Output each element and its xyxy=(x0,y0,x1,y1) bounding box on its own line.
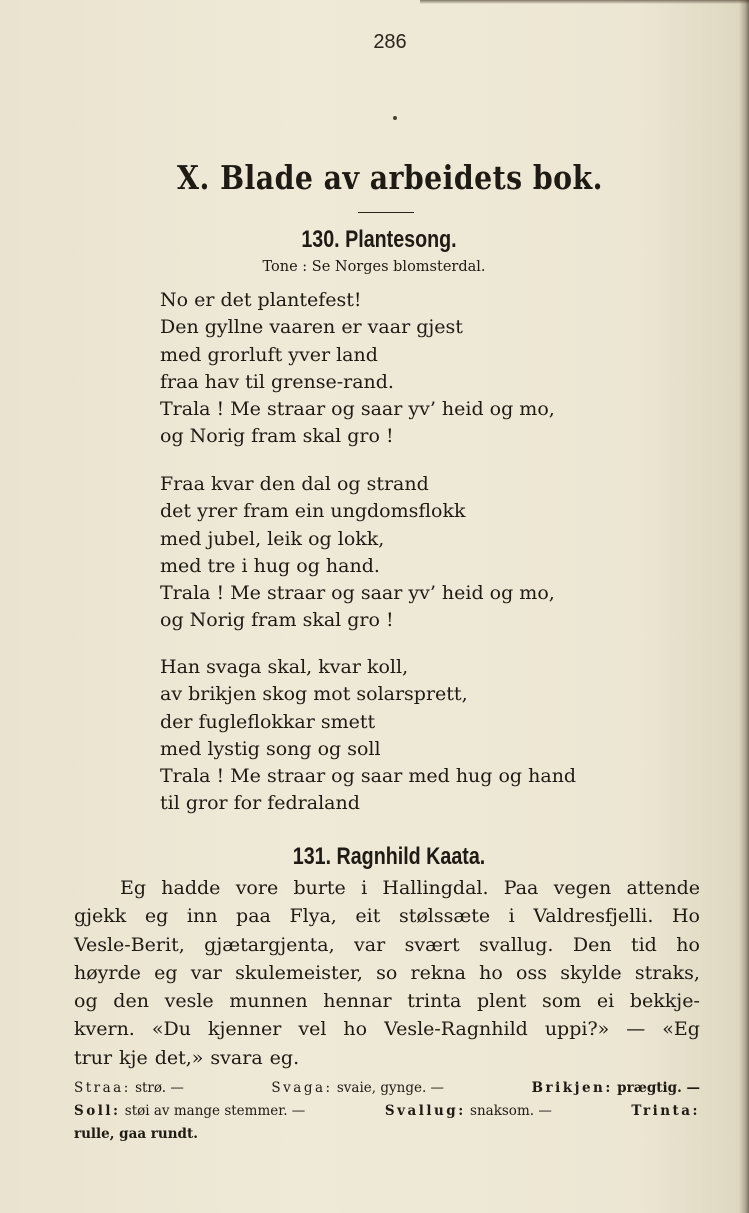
prose-line xyxy=(74,987,700,1015)
prose-word: burte xyxy=(293,877,346,899)
prose-word: kje xyxy=(119,1046,148,1069)
prose-word: vel xyxy=(298,1018,327,1041)
section-title: X. Blade av arbeidets bok. xyxy=(177,158,603,197)
verse-line: av brikjen skog mot solarsprett, xyxy=(160,683,468,706)
page-top-shadow xyxy=(420,0,749,4)
prose-word: Valdresfjelli. xyxy=(533,905,654,928)
gloss-entry xyxy=(532,1077,700,1100)
footnote-line xyxy=(74,1077,700,1100)
prose-word: paa xyxy=(236,905,271,928)
prose-word: som xyxy=(541,990,582,1013)
prose-line xyxy=(74,902,700,930)
verse-line: Trala ! Me straar og saar med hug og hand xyxy=(160,765,577,788)
prose-line xyxy=(74,874,700,902)
prose-word: Paa xyxy=(503,877,539,899)
verse-line: Trala ! Me straar og saar yv’ heid og mo, xyxy=(160,398,555,421)
gloss-meaning: strø. — xyxy=(135,1080,184,1096)
page-number: 286 xyxy=(373,31,407,53)
prose-word: straks, xyxy=(634,961,700,984)
verse-line: til gror for fedraland xyxy=(160,792,360,815)
prose-word: — xyxy=(626,1018,646,1041)
prose-word: gjætargjenta, xyxy=(204,933,335,956)
poem-title: 130. Plantesong. xyxy=(301,226,457,253)
prose-line xyxy=(74,1044,700,1072)
gloss-entry xyxy=(631,1100,700,1123)
prose-word: vore xyxy=(235,877,279,899)
prose-word: rekna xyxy=(410,961,466,984)
prose-word: skulemeister, xyxy=(235,961,363,984)
prose-line xyxy=(74,959,700,987)
prose-word: Vesle-Ragnhild xyxy=(384,1018,528,1041)
verse-line: med lystig song og soll xyxy=(160,737,381,760)
prose-word: var xyxy=(354,933,386,956)
prose-word: eg xyxy=(154,961,178,984)
page-edge-shadow xyxy=(739,0,749,1213)
prose-line xyxy=(74,1015,700,1043)
story-title: 131. Ragnhild Kaata. xyxy=(292,843,486,870)
prose-word: hadde xyxy=(161,877,221,899)
verse-line: Han svaga skal, kvar koll, xyxy=(160,656,409,678)
prose-word: kjenner xyxy=(207,1018,282,1041)
prose-word: Flya, xyxy=(289,905,337,928)
story-text xyxy=(74,874,700,1072)
gloss-word: Trinta: xyxy=(631,1103,700,1119)
prose-word: so xyxy=(376,961,398,984)
footnote-line: rulle, gaa rundt. xyxy=(74,1126,198,1142)
prose-word: ho xyxy=(343,1018,368,1041)
prose-word: Den xyxy=(572,933,612,956)
prose-word: eg xyxy=(144,905,169,928)
prose-line xyxy=(74,931,700,959)
gloss-word: Soll: xyxy=(74,1103,121,1119)
prose-word: tid xyxy=(630,933,657,956)
ink-speck xyxy=(393,116,397,120)
gloss-meaning: snaksom. — xyxy=(470,1103,552,1119)
prose-word: skylde xyxy=(560,961,622,984)
gloss-meaning: støi av mange stemmer. — xyxy=(124,1103,306,1119)
gloss-word: Svallug: xyxy=(384,1103,466,1119)
prose-word: høyrde xyxy=(74,961,141,984)
prose-word: og xyxy=(74,990,98,1013)
prose-word: eit xyxy=(355,905,381,928)
prose-word: hennar xyxy=(323,990,392,1013)
gloss-word: Brikjen: xyxy=(531,1080,613,1096)
prose-word: eg. xyxy=(269,1046,300,1069)
prose-word: i xyxy=(361,877,368,899)
prose-word: ho xyxy=(479,961,503,984)
prose-word: var xyxy=(190,961,222,984)
verse-line: fraa hav til grense-rand. xyxy=(160,370,394,393)
prose-word: det,» xyxy=(154,1046,204,1069)
prose-word: «Du xyxy=(151,1018,191,1041)
footnotes xyxy=(74,1077,700,1146)
verse-line: og Norig fram skal gro ! xyxy=(160,609,394,632)
verse-line: det yrer fram ein ungdomsflokk xyxy=(160,500,466,523)
verse-line: Trala ! Me straar og saar yv’ heid og mo, xyxy=(160,582,555,605)
verse-line: med jubel, leik og lokk, xyxy=(160,527,385,550)
prose-word: ei xyxy=(596,990,615,1013)
poem-tone: Tone : Se Norges blomsterdal. xyxy=(262,259,486,275)
gloss-meaning: prægtig. — xyxy=(617,1080,700,1096)
verse-line: med tre i hug og hand. xyxy=(160,554,380,577)
verse-line: Den gyllne vaaren er vaar gjest xyxy=(160,316,463,339)
prose-word: munnen xyxy=(229,990,308,1013)
prose-word: Hallingdal. xyxy=(382,877,489,899)
prose-word: attende xyxy=(626,877,700,899)
stanza-3 xyxy=(160,654,576,818)
gloss-word: Svaga: xyxy=(271,1080,333,1096)
stanza-2 xyxy=(160,471,555,635)
verse-line: No er det plantefest! xyxy=(160,289,362,311)
prose-word: svallug. xyxy=(479,933,554,956)
prose-word: inn xyxy=(186,905,218,928)
prose-word: plent xyxy=(476,990,527,1013)
prose-word: Ho xyxy=(671,905,700,928)
prose-word: Vesle-Berit, xyxy=(74,933,185,956)
prose-word: trinta xyxy=(407,990,462,1013)
verse-line: med grorluft yver land xyxy=(160,343,378,366)
prose-word: uppi?» xyxy=(544,1018,610,1041)
title-rule xyxy=(358,212,414,213)
prose-word: ho xyxy=(676,933,700,956)
gloss-entry xyxy=(74,1100,305,1123)
prose-word: svært xyxy=(404,933,460,956)
prose-word: oss xyxy=(516,961,547,984)
prose-word: i xyxy=(508,905,515,928)
gloss-meaning: svaie, gynge. — xyxy=(336,1080,445,1096)
gloss-word: Straa: xyxy=(74,1080,131,1096)
prose-word: vegen xyxy=(553,877,612,899)
prose-word: svara xyxy=(210,1046,263,1069)
verse-line: og Norig fram skal gro ! xyxy=(160,425,394,448)
prose-word: vesle xyxy=(164,990,214,1013)
prose-word: «Eg xyxy=(662,1018,700,1041)
prose-word: bekkje- xyxy=(629,990,700,1013)
verse-line: Fraa kvar den dal og strand xyxy=(160,473,429,495)
gloss-entry xyxy=(271,1077,444,1100)
stanza-1 xyxy=(160,287,555,451)
prose-word: kvern. xyxy=(74,1018,135,1041)
prose-word: stølssæte xyxy=(398,905,491,928)
verse-line: der fugleflokkar smett xyxy=(160,710,376,733)
gloss-entry xyxy=(74,1077,184,1100)
prose-word: trur xyxy=(74,1046,113,1069)
prose-word: den xyxy=(113,990,149,1013)
prose-word: gjekk xyxy=(74,905,127,928)
gloss-entry xyxy=(385,1100,552,1123)
prose-word: Eg xyxy=(120,877,147,899)
footnote-line xyxy=(74,1100,700,1123)
